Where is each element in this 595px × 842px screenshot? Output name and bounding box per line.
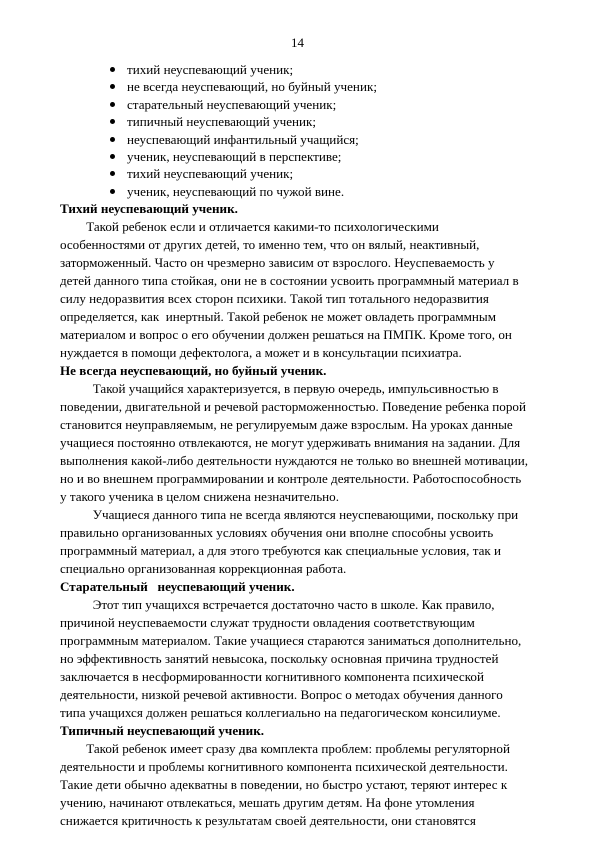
paragraph-line: Учащиеся данного типа не всегда являются неуспевающими, поскольку при <box>60 507 519 522</box>
bullet-icon <box>110 171 115 176</box>
paragraph-line: деятельности и проблемы когнитивного компонента психической деятельности. <box>60 759 508 774</box>
paragraph-line: правильно организованных условиях обучения они вполне способны усвоить <box>60 525 494 540</box>
list-item <box>110 131 377 148</box>
bullet-icon <box>110 84 115 89</box>
list-item <box>110 61 377 78</box>
paragraph-line: снижается критичность к результатам своей деятельности, они становятся <box>60 813 476 828</box>
list-item-text: не всегда неуспевающий, но буйный ученик; <box>127 79 377 95</box>
body-text <box>60 200 550 830</box>
section-heading-diligent: Старательный неуспевающий ученик. <box>60 579 295 594</box>
page-number: 14 <box>291 35 304 50</box>
paragraph-line: учащиеся постоянно отвлекаются, не могут удерживать внимания на задании. Для <box>60 435 521 450</box>
list-item <box>110 78 377 95</box>
paragraph-line: но и во внешнем программировании и контроле деятельности. Работоспособность <box>60 471 522 486</box>
paragraph-line: деятельности, низкой речевой активности. Вопрос о методах обучения данного <box>60 687 503 702</box>
list-item <box>110 165 377 182</box>
paragraph-line: программным материалом. Такие учащиеся стараются заниматься дополнительно, <box>60 633 522 648</box>
list-item <box>110 148 377 165</box>
paragraph-line: материалом и вопрос о его обучении должен решаться на ПМПК. Кроме того, он <box>60 327 512 342</box>
paragraph-line: учению, начинают отвлекаться, мешать другим детям. На фоне утомления <box>60 795 475 810</box>
paragraph-line: нуждается в помощи дефектолога, а может и в консультации психиатра. <box>60 345 462 360</box>
bullet-icon <box>110 102 115 107</box>
paragraph-line: Этот тип учащихся встречается достаточно часто в школе. Как правило, <box>60 597 495 612</box>
bullet-icon <box>110 67 115 72</box>
bullet-icon <box>110 189 115 194</box>
paragraph-line: но эффективность занятий невысока, поскольку основная причина трудностей <box>60 651 499 666</box>
paragraph-line: становится неуправляемым, не регулируемым даже взрослым. На уроках данные <box>60 417 513 432</box>
paragraph-line: детей данного типа стойкая, они не в состоянии усвоить программный материал в <box>60 273 519 288</box>
paragraph-line: особенностями от других детей, то именно тем, что он вялый, неактивный, <box>60 237 480 252</box>
list-item-text: типичный неуспевающий ученик; <box>127 114 317 130</box>
paragraph-line: заключается в несформированности когнитивного компонента психической <box>60 669 484 684</box>
bullet-icon <box>110 119 115 124</box>
list-item <box>110 183 377 200</box>
list-item-text: тихий неуспевающий ученик; <box>127 62 294 77</box>
list-item-text: тихий неуспевающий ученик; <box>127 166 294 182</box>
paragraph-line: программный материал, а для этого требуются как специальные условия, так и <box>60 543 502 558</box>
paragraph-line: поведении, двигательной и речевой расторможенностью. Поведение ребенка порой <box>60 399 526 414</box>
list-item <box>110 96 377 113</box>
section-heading-restless: Не всегда неуспевающий, но буйный ученик. <box>60 363 327 378</box>
paragraph-line: Такой ребенок если и отличается какими-то психологическими <box>60 219 439 234</box>
bullet-icon <box>110 154 115 159</box>
paragraph-line: выполнения какой-либо деятельности нуждаются не только во внешней мотивации, <box>60 453 529 468</box>
section-heading-quiet: Тихий неуспевающий ученик. <box>60 201 238 216</box>
paragraph-line: типа учащихся должен решаться коллегиально на педагогическом консилиуме. <box>60 705 501 720</box>
bullet-icon <box>110 137 115 142</box>
paragraph-line: определяется, как инертный. Такой ребенок не может овладеть программным <box>60 309 496 324</box>
bullet-list <box>110 61 377 200</box>
section-heading-typical: Типичный неуспевающий ученик. <box>60 723 265 738</box>
paragraph-line: Такие дети обычно адекватны в поведении, но быстро устают, теряют интерес к <box>60 777 508 792</box>
paragraph-line: у такого ученика в целом снижена незначительно. <box>60 489 340 504</box>
list-item-text: старательный неуспевающий ученик; <box>127 96 337 112</box>
paragraph-line: заторможенный. Часто он чрезмерно зависим от взрослого. Неуспеваемость у <box>60 255 495 270</box>
list-item-text: ученик, неуспевающий по чужой вине. <box>127 183 345 199</box>
list-item-text: ученик, неуспевающий в перспективе; <box>127 148 342 164</box>
paragraph-line: силу недоразвития всех сторон психики. Такой тип тотального недоразвития <box>60 291 489 306</box>
paragraph-line: Такой учащийся характеризуется, в первую очередь, импульсивностью в <box>60 381 499 396</box>
paragraph-line: причиной неуспеваемости служат трудности овладения соответствующим <box>60 615 475 630</box>
list-item-text: неуспевающий инфантильный учащийся; <box>127 131 359 147</box>
paragraph-line: Такой ребенок имеет сразу два комплекта проблем: проблемы регуляторной <box>60 741 510 756</box>
paragraph-line: специально организованная коррекционная работа. <box>60 561 347 576</box>
list-item <box>110 113 377 130</box>
